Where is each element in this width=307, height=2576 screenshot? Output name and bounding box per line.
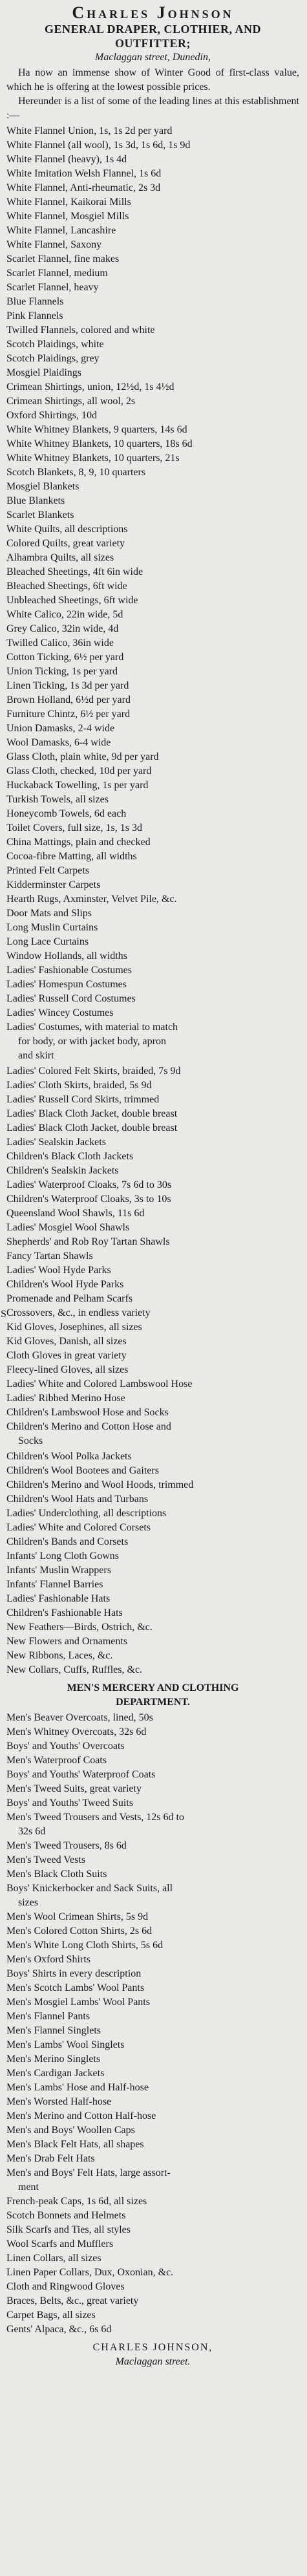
list-item: Ladies' Mosgiel Wool Shawls [6,1222,130,1233]
list-item: White Flannel, Mosgiel Mills [6,211,129,222]
list-item: Men's Wool Crimean Shirts, 5s 9d [6,1911,149,1922]
mens-section-heading: MEN'S MERCERY AND CLOTHING [67,1682,239,1693]
list-item: Children's Merino and Wool Hoods, trimmed [6,1479,194,1490]
list-item: Oxford Shirtings, 10d [6,410,97,421]
list-item: Boys' Shirts in every description [6,1968,142,1979]
list-item: Men's Drab Felt Hats [6,2153,95,2164]
list-item: Hearth Rugs, Axminster, Velvet Pile, &c. [6,894,177,905]
signature-address: Maclaggan street. [115,2356,191,2367]
list-item: Ladies' Ribbed Merino Hose [6,1393,125,1404]
mens-goods-list [6,1711,299,2337]
list-item: Mosgiel Plaidings [6,367,82,378]
list-item: Kid Gloves, Danish, all sizes [6,1336,127,1347]
list-item: Huckaback Towelling, 1s per yard [6,780,149,791]
list-item: New Ribbons, Laces, &c. [6,1650,113,1661]
list-item: Men's and Boys' Woollen Caps [6,2125,135,2136]
list-item: Ladies' Waterproof Cloaks, 7s 6d to 30s [6,1179,172,1190]
list-item: Brown Holland, 6½d per yard [6,694,131,705]
list-item: Men's Oxford Shirts [6,1954,90,1965]
merino-note-line: Children's Merino and Cotton Hose and [6,1421,171,1432]
costumes-note-line: Ladies' Costumes, with material to match [6,1022,178,1033]
list-item: Children's Wool Hats and Turbans [6,1494,149,1505]
list-item: White Flannel Union, 1s, 1s 2d per yard [6,125,173,136]
list-item: Ladies' Cloth Skirts, braided, 5s 9d [6,1080,152,1091]
list-item: Mosgiel Blankets [6,481,79,492]
list-item: 32s 6d [18,1826,46,1837]
list-item: Window Hollands, all widths [6,950,127,961]
list-item: White Whitney Blankets, 9 quarters, 14s 6d [6,424,187,435]
list-item: Ladies' Fashionable Hats [6,1593,111,1604]
list-item: Children's Wool Hyde Parks [6,1279,124,1290]
list-item: Wool Damasks, 6-4 wide [6,737,111,748]
list-item: Men's Tweed Vests [6,1854,86,1865]
list-item: Scarlet Flannel, medium [6,268,108,279]
margin-mark: S [1,1309,6,1320]
list-item: Silk Scarfs and Ties, all styles [6,2224,131,2235]
list-item: Scotch Blankets, 8, 9, 10 quarters [6,467,146,478]
list-item: Colored Quilts, great variety [6,538,125,549]
list-item: Boys' Knickerbocker and Sack Suits, all [6,1883,173,1894]
list-item: Door Mats and Slips [6,908,92,919]
list-item: ment [18,2182,39,2193]
ladies-goods-list [6,1064,299,1420]
list-item: White Flannel, Saxony [6,239,102,250]
list-item: Infants' Flannel Barries [6,1579,103,1590]
list-item: Linen Ticking, 1s 3d per yard [6,680,129,691]
list-item: Men's Flannel Singlets [6,2025,101,2036]
list-item: Children's Wool Bootees and Gaiters [6,1465,159,1476]
list-item: Men's and Boys' Felt Hats, large assort- [6,2167,171,2178]
costumes-note-line: and skirt [18,1050,54,1061]
list-item: Infants' Long Cloth Gowns [6,1551,119,1562]
list-item: Ladies' White and Colored Corsets [6,1522,151,1533]
list-item: Men's Mosgiel Lambs' Wool Pants [6,1997,150,2008]
list-item: Ladies' Russell Cord Skirts, trimmed [6,1094,160,1105]
header-address: Maclaggan street, Dunedin, [95,52,211,63]
list-item: Men's Waterproof Coats [6,1755,107,1766]
list-item: Scotch Plaidings, white [6,339,104,350]
masthead: Charles Johnson [72,3,234,22]
list-item: Men's Merino and Cotton Half-hose [6,2110,156,2121]
list-item: Children's Waterproof Cloaks, 3s to 10s [6,1194,171,1205]
list-item: Men's Flannel Pants [6,2011,90,2022]
list-item: sizes [18,1897,39,1908]
list-intro: Hereunder is a list of some of the leading lines at this establishment :— [6,96,299,121]
list-item: New Flowers and Ornaments [6,1636,128,1647]
list-item: Cloth and Ringwood Gloves [6,2281,125,2292]
list-item: Scarlet Blankets [6,510,74,521]
list-item: Boys' and Youths' Tweed Suits [6,1798,133,1809]
list-item: Men's Colored Cotton Shirts, 2s 6d [6,1926,153,1937]
list-item: Scarlet Flannel, fine makes [6,253,120,264]
list-item: Wool Scarfs and Mufflers [6,2238,114,2249]
mens-section-subheading: DEPARTMENT. [116,1697,190,1708]
list-item: Pink Flannels [6,310,63,321]
list-item: Children's Bands and Corsets [6,1536,129,1547]
list-item: Ladies' Russell Cord Costumes [6,993,136,1004]
list-item: Unbleached Sheetings, 6ft wide [6,595,138,606]
list-item: Cocoa-fibre Matting, all widths [6,851,137,862]
list-item: Children's Sealskin Jackets [6,1165,119,1176]
list-item: Boys' and Youths' Overcoats [6,1741,125,1752]
list-item: Printed Felt Carpets [6,865,89,876]
intro-paragraph: Ha now an immense show of Winter Good of first-class value, which he is offering at the lowest possible prices. [6,67,299,92]
list-item: Children's Lambswool Hose and Socks [6,1407,169,1418]
list-item: White Imitation Welsh Flannel, 1s 6d [6,168,162,179]
list-item: Twilled Calico, 36in wide [6,638,114,649]
list-item: White Calico, 22in wide, 5d [6,609,123,620]
list-item: Ladies' Black Cloth Jacket, double breast [6,1108,178,1119]
list-item: Alhambra Quilts, all sizes [6,552,114,563]
list-item: Ladies' Colored Felt Skirts, braided, 7s 9d [6,1066,181,1077]
list-item: White Whitney Blankets, 10 quarters, 21s [6,453,180,464]
list-item: Children's Fashionable Hats [6,1607,123,1618]
list-item: Bleached Sheetings, 4ft 6in wide [6,566,143,577]
list-item: Twilled Flannels, colored and white [6,325,155,336]
list-item: Union Ticking, 1s per yard [6,666,118,677]
list-item: Turkish Towels, all sizes [6,794,109,805]
list-item: New Feathers—Birds, Ostrich, &c. [6,1622,153,1633]
list-item: Fancy Tartan Shawls [6,1250,93,1261]
list-item: Men's Lambs' Wool Singlets [6,2039,125,2050]
list-item: White Quilts, all descriptions [6,524,128,535]
list-item: Men's Tweed Suits, great variety [6,1783,142,1794]
list-item: Men's Beaver Overcoats, lined, 50s [6,1712,153,1723]
list-item: Long Muslin Curtains [6,922,98,933]
list-item: China Mattings, plain and checked [6,837,151,848]
list-item: Gents' Alpaca, &c., 6s 6d [6,2324,112,2335]
list-item: Crimean Shirtings, all wool, 2s [6,396,136,407]
list-item: Men's Worsted Half-hose [6,2096,112,2107]
list-item: Toilet Covers, full size, 1s, 1s 3d [6,822,142,833]
list-item: White Whitney Blankets, 10 quarters, 18s 6d [6,438,193,449]
list-item: Men's Merino Singlets [6,2054,101,2065]
list-item: Queensland Wool Shawls, 11s 6d [6,1208,145,1219]
list-item: Braces, Belts, &c., great variety [6,2295,139,2306]
list-item: Linen Collars, all sizes [6,2253,101,2264]
list-item: Ladies' Underclothing, all descriptions [6,1508,167,1519]
list-item: Infants' Muslin Wrappers [6,1565,111,1576]
list-item: Ladies' Wool Hyde Parks [6,1265,111,1276]
list-item: Carpet Bags, all sizes [6,2310,96,2321]
list-item: Men's Tweed Trousers, 8s 6d [6,1840,127,1851]
list-item: Ladies' Homespun Costumes [6,979,127,990]
list-item: French-peak Caps, 1s 6d, all sizes [6,2196,147,2207]
list-item: Crossovers, &c., in endless variety [6,1307,151,1318]
list-item: Honeycomb Towels, 6d each [6,808,127,819]
list-item: Cloth Gloves in great variety [6,1350,127,1361]
list-item: Men's Lambs' Hose and Half-hose [6,2082,149,2093]
list-item: Men's Tweed Trousers and Vests, 12s 6d to [6,1812,184,1823]
list-item: Blue Blankets [6,495,65,506]
subhead-outfitter: OUTFITTER; [114,37,191,50]
signature: CHARLES JOHNSON, [92,2342,213,2353]
list-item: Children's Black Cloth Jackets [6,1151,134,1162]
list-item: Bleached Sheetings, 6ft wide [6,581,127,592]
list-item: Ladies' Fashionable Costumes [6,965,132,976]
list-item: Men's Cardigan Jackets [6,2068,105,2079]
subhead-trade: GENERAL DRAPER, CLOTHIER, AND [44,23,262,36]
list-item: White Flannel (heavy), 1s 4d [6,154,127,165]
list-item: Long Lace Curtains [6,936,89,947]
children-goods-list [6,1450,299,1677]
list-item: Promenade and Pelham Scarfs [6,1293,133,1304]
list-item: Glass Cloth, plain white, 9d per yard [6,751,159,762]
list-item: Crimean Shirtings, union, 12½d, 1s 4½d [6,381,175,392]
list-item: Men's Scotch Lambs' Wool Pants [6,1982,145,1993]
list-item: Grey Calico, 32in wide, 4d [6,623,119,634]
list-item: New Collars, Cuffs, Ruffles, &c. [6,1664,143,1675]
list-item: Scarlet Flannel, heavy [6,282,99,293]
costumes-note-line: for body, or with jacket body, apron [18,1036,166,1047]
merino-note-line: Socks [18,1435,43,1446]
list-item: Ladies' Wincey Costumes [6,1007,114,1018]
list-item: Kidderminster Carpets [6,879,101,890]
list-item: White Flannel, Kaikorai Mills [6,197,131,208]
list-item: Linen Paper Collars, Dux, Oxonian, &c. [6,2267,174,2278]
list-item: Ladies' Black Cloth Jacket, double breast [6,1122,178,1133]
list-item: White Flannel, Lancashire [6,225,116,236]
list-item: Children's Wool Polka Jackets [6,1451,132,1462]
list-item: Scotch Bonnets and Helmets [6,2210,126,2221]
list-item: Blue Flannels [6,296,64,307]
list-item: Boys' and Youths' Waterproof Coats [6,1769,156,1780]
list-item: Scotch Plaidings, grey [6,353,100,364]
list-item: Men's Black Felt Hats, all shapes [6,2139,144,2150]
list-item: Men's Black Cloth Suits [6,1869,107,1880]
list-item: White Flannel (all wool), 1s 3d, 1s 6d, 1s 9d [6,140,191,151]
list-item: Men's White Long Cloth Shirts, 5s 6d [6,1940,164,1951]
list-item: White Flannel, Anti-rheumatic, 2s 3d [6,182,161,193]
list-item: Ladies' White and Colored Lambswool Hose [6,1379,193,1390]
list-item: Furniture Chintz, 6½ per yard [6,709,131,720]
list-item: Ladies' Sealskin Jackets [6,1137,106,1148]
list-item: Fleecy-lined Gloves, all sizes [6,1364,129,1375]
list-item: Cotton Ticking, 6½ per yard [6,652,124,663]
list-item: Shepherds' and Rob Roy Tartan Shawls [6,1236,170,1247]
general-goods-list [6,124,299,1020]
list-item: Glass Cloth, checked, 10d per yard [6,766,152,777]
list-item: Men's Whitney Overcoats, 32s 6d [6,1726,147,1737]
list-item: Kid Gloves, Josephines, all sizes [6,1322,142,1333]
list-item: Union Damasks, 2-4 wide [6,723,115,734]
